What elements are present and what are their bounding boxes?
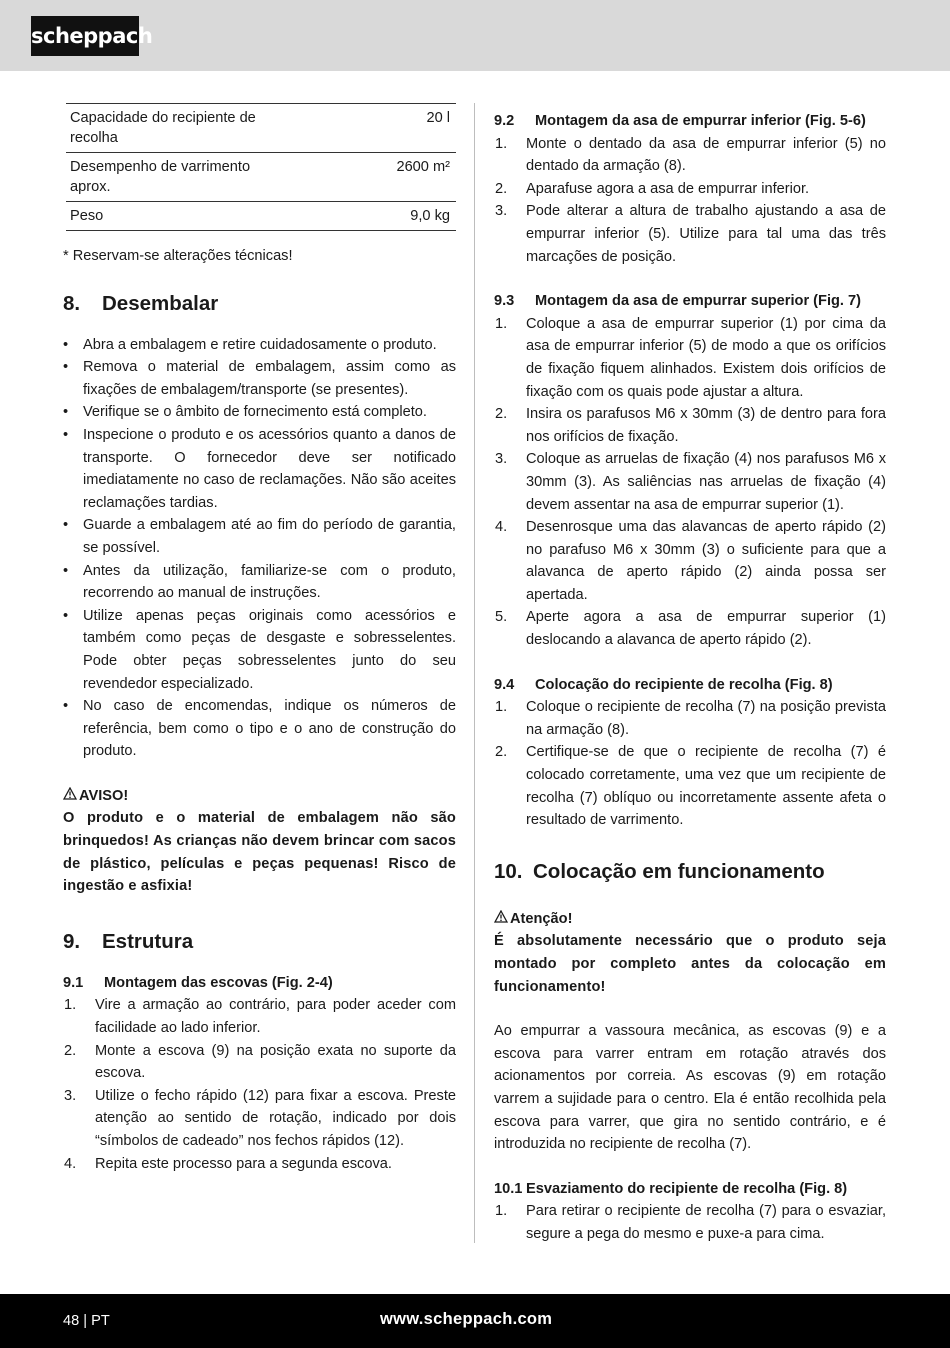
steps-list: [494, 313, 886, 652]
section-number: 9.: [63, 929, 81, 953]
list-item: 4. Desenrosque uma das alavancas de aperto rápido (2) no parafuso M6 x 30mm (3) o suficiente para que a alavanca de aperto rápido (2) ainda possa ser apertada.: [495, 519, 886, 603]
bullet: •: [63, 359, 69, 376]
right-column: [494, 110, 886, 1246]
list-item: • Remova o material de embalagem, assim como as fixações de embalagem/transporte (se presentes).: [63, 356, 456, 401]
list-item: 5. Aperte agora a asa de empurrar superior (1) deslocando a alavanca de aperto rápido (2).: [495, 609, 886, 649]
spec-value: 9,0 kg: [286, 202, 456, 231]
bullet: •: [63, 426, 69, 443]
bullet: •: [63, 336, 69, 353]
subsection-heading: 10.1 Esvaziamento do recipiente de recolha (Fig. 8): [494, 1180, 848, 1197]
section-number: 8.: [63, 291, 81, 315]
spec-label: Peso: [66, 202, 286, 231]
bullet: •: [63, 698, 69, 715]
list-item: 3. Coloque as arruelas de fixação (4) nos parafusos M6 x 30mm (3). As saliências nas arruelas de fixação (4) devem assentar na asa de empurrar superior (1).: [495, 451, 886, 513]
left-column: [63, 103, 456, 1175]
warning-triangle-icon: [63, 785, 79, 808]
list-item: • Verifique se o âmbito de fornecimento está completo.: [63, 401, 456, 424]
steps-list: [494, 1200, 886, 1245]
bullet: •: [63, 517, 69, 534]
operation-paragraph: Ao empurrar a vassoura mecânica, as escovas (9) e a escova para varrer entram em rotação através dos acionamentos por correia. As escovas (9) em rotação varrem a sujidade para o centro. Ela é então recolhida pela escova para varrer, que gira no sentido contrário, e é introduzida no recipiente de recolha (7).: [494, 1023, 886, 1153]
section-number: 10.: [494, 859, 523, 883]
table-row: [66, 202, 456, 231]
spec-label: Capacidade do recipiente de recolha: [66, 104, 286, 153]
list-item: • Inspecione o produto e os acessórios quanto a danos de transporte. O fornecedor deve ser notificado imediatamente no caso de reclamações. Não são aceites reclamações tardias.: [63, 424, 456, 514]
list-item: 1. Para retirar o recipiente de recolha (7) para o esvaziar, segure a pega do mesmo e puxe-a para cima.: [495, 1203, 886, 1242]
list-item: 1. Coloque a asa de empurrar superior (1) por cima da asa de empurrar inferior (5) de modo a que os orifícios de fixação fiquem alinhados. Existem dois orifícios de fixação com os quais pode ajustar a altura.: [495, 315, 886, 400]
table-row: [66, 153, 456, 202]
steps-list: [494, 696, 886, 832]
list-item: 2. Aparafuse agora a asa de empurrar inferior.: [495, 180, 810, 197]
subsection-heading: 9.2 Montagem da asa de empurrar inferior (Fig. 5-6): [494, 113, 866, 129]
section-heading: [63, 290, 456, 318]
warning-text: O produto e o material de embalagem não são brinquedos! As crianças não devem brincar com sacos de plástico, películas e peças pequenas! Risco de ingestão e asfixia!: [63, 810, 456, 895]
list-item: • Utilize apenas peças originais como acessórios e também como peças de desgaste e sobresselentes. Pode obter peças sobresselentes junto do seu revendedor especializado.: [63, 605, 456, 695]
subsection-heading: 9.1 Montagem das escovas (Fig. 2-4): [63, 974, 333, 991]
footer-band: [0, 1294, 950, 1348]
section-title: Estrutura: [102, 929, 194, 953]
list-item: • Abra a embalagem e retire cuidadosamente o produto.: [63, 334, 456, 357]
attention-block: [494, 908, 886, 998]
attention-title: Atenção!: [510, 910, 573, 927]
list-item: • Antes da utilização, familiarize-se com o produto, recorrendo ao manual de instruções.: [63, 560, 456, 605]
subsection-heading: 9.4 Colocação do recipiente de recolha (Fig. 8): [494, 676, 833, 693]
spec-label: Desempenho de varrimento aprox.: [66, 153, 286, 202]
list-item: • No caso de encomendas, indique os números de referência, bem como o tipo e o ano de construção do produto.: [63, 695, 456, 763]
table-row: [66, 104, 456, 153]
list-item: 2. Insira os parafusos M6 x 30mm (3) de dentro para fora nos orifícios de fixação.: [495, 406, 886, 445]
bullet: •: [63, 607, 69, 624]
list-item: 1. Coloque o recipiente de recolha (7) na posição prevista na armação (8).: [495, 699, 886, 738]
steps-list: [494, 133, 886, 269]
list-item: 2. Certifique-se de que o recipiente de recolha (7) é colocado corretamente, uma vez que um recipiente de recolha (7) oblíquo ou incorretamente assente afeta o resultado de varrimento.: [495, 744, 886, 829]
column-divider: [474, 103, 475, 1243]
list-item: 1. Vire a armação ao contrário, para poder aceder com facilidade ao lado inferior.: [64, 997, 456, 1037]
warning-title: AVISO!: [79, 787, 129, 804]
warning-block: [63, 785, 456, 898]
brand-logo: scheppach: [31, 16, 139, 56]
spec-table: [66, 103, 456, 231]
list-item: 1. Monte o dentado da asa de empurrar inferior (5) no dentado da armação (8).: [495, 135, 886, 175]
section-heading: [63, 928, 456, 956]
list-item: 2. Monte a escova (9) na posição exata no suporte da escova.: [64, 1042, 456, 1082]
bullet: •: [63, 562, 69, 579]
bullet: •: [63, 404, 69, 421]
spec-note: * Reservam-se alterações técnicas!: [63, 248, 293, 264]
website-link[interactable]: www.scheppach.com: [380, 1310, 553, 1328]
section-title: Colocação em funcionamento: [533, 859, 825, 883]
list-item: 3. Pode alterar a altura de trabalho ajustando a asa de empurrar inferior (5). Utilize para tal uma das três marcações de posição.: [495, 203, 886, 265]
spec-value: 20 l: [286, 104, 456, 153]
list-item: 3. Utilize o fecho rápido (12) para fixar a escova. Preste atenção ao sentido de rotação, indicado por dois “símbolos de cadeado” nos fechos rápidos (12).: [64, 1087, 456, 1149]
page-number: 48 | PT: [63, 1313, 110, 1329]
steps-list: [63, 994, 456, 1175]
unpack-list: [63, 334, 456, 763]
section-heading: [494, 858, 886, 886]
warning-triangle-icon: [494, 908, 510, 931]
spec-value: 2600 m²: [286, 153, 456, 202]
list-item: 4. Repita este processo para a segunda escova.: [64, 1155, 392, 1172]
subsection-heading: 9.3 Montagem da asa de empurrar superior (Fig. 7): [494, 293, 862, 310]
list-item: • Guarde a embalagem até ao fim do período de garantia, se possível.: [63, 514, 456, 559]
attention-text: É absolutamente necessário que o produto seja montado por completo antes da colocação em funcionamento!: [494, 933, 886, 995]
section-title: Desembalar: [102, 291, 219, 315]
